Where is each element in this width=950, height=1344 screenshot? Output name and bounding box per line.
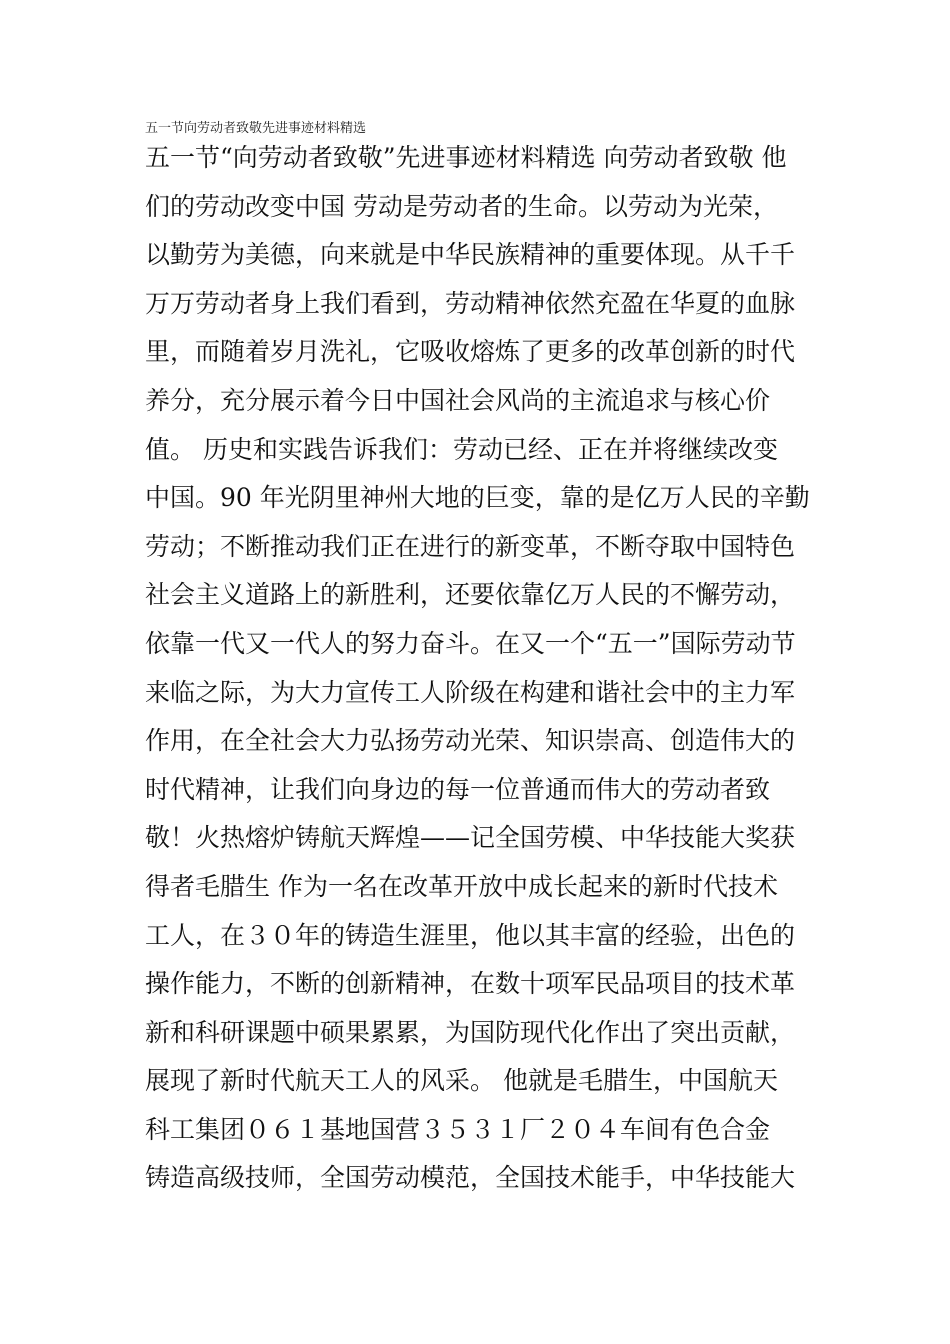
paragraph-line: 五一节“向劳动者致敬”先进事迹材料精选 向劳动者致敬 他 xyxy=(145,143,787,172)
paragraph-line: 工人，在３０年的铸造生涯里，他以其丰富的经验，出色的 xyxy=(145,920,796,950)
paragraph-line: 作用，在全社会大力弘扬劳动光荣、知识崇高、创造伟大的 xyxy=(145,726,796,756)
paragraph-line: 科工集团０６１基地国营３５３１厂２０４车间有色合金 xyxy=(145,1114,771,1144)
body-text xyxy=(145,134,825,1203)
paragraph-line: 以勤劳为美德，向来就是中华民族精神的重要体现。从千千 xyxy=(145,240,796,270)
paragraph-line: 中国。90 年光阴里神州大地的巨变，靠的是亿万人民的辛勤 xyxy=(145,483,810,513)
paragraph-line: 里，而随着岁月洗礼，它吸收熔炼了更多的改革创新的时代 xyxy=(145,337,796,367)
paragraph-line: 依靠一代又一代人的努力奋斗。在又一个“五一”国际劳动节 xyxy=(145,628,796,658)
paragraph-line: 时代精神，让我们向身边的每一位普通而伟大的劳动者致 xyxy=(145,774,771,804)
paragraph-line: 养分，充分展示着今日中国社会风尚的主流追求与核心价 xyxy=(145,385,771,415)
paragraph-line: 们的劳动改变中国 劳动是劳动者的生命。以劳动为光荣， xyxy=(145,191,778,221)
paragraph-line: 万万劳动者身上我们看到，劳动精神依然充盈在华夏的血脉 xyxy=(145,288,796,318)
paragraph-line: 展现了新时代航天工人的风采。 他就是毛腊生，中国航天 xyxy=(145,1066,778,1096)
paragraph-line: 劳动；不断推动我们正在进行的新变革，不断夺取中国特色 xyxy=(145,531,796,561)
paragraph-line: 新和科研课题中硕果累累，为国防现代化作出了突出贡献， xyxy=(145,1017,796,1047)
paragraph-line: 得者毛腊生 作为一名在改革开放中成长起来的新时代技术 xyxy=(145,871,778,901)
paragraph-line: 敬！火热熔炉铸航天辉煌——记全国劳模、中华技能大奖获 xyxy=(145,823,796,853)
paragraph-line: 操作能力，不断的创新精神，在数十项军民品项目的技术革 xyxy=(145,969,796,999)
paragraph-line: 值。 历史和实践告诉我们：劳动已经、正在并将继续改变 xyxy=(145,434,778,464)
paragraph-line: 铸造高级技师，全国劳动模范，全国技术能手，中华技能大 xyxy=(145,1163,796,1193)
document-header: 五一节向劳动者致敬先进事迹材料精选 xyxy=(145,121,367,136)
paragraph-line: 社会主义道路上的新胜利，还要依靠亿万人民的不懈劳动， xyxy=(145,580,796,610)
paragraph-line: 来临之际，为大力宣传工人阶级在构建和谐社会中的主力军 xyxy=(145,677,796,707)
